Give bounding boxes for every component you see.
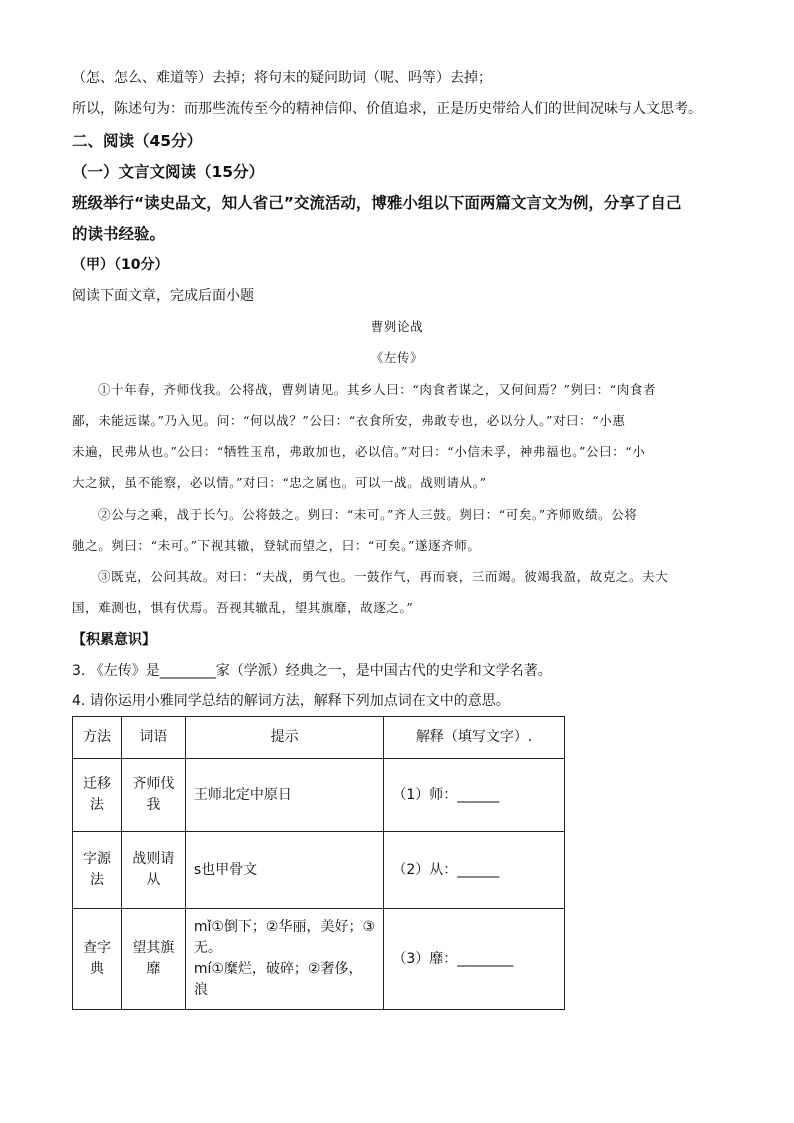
header-answer: 解释（填写文字）. bbox=[384, 717, 565, 759]
header-method: 方法 bbox=[73, 717, 122, 759]
article-line: 驰之。刿曰：“未可。”下视其辙，登轼而望之，曰：“可矣。”遂逐齐师。 bbox=[72, 538, 481, 553]
article-line: ①十年春，齐师伐我。公将战，曹刿请见。其乡人曰：“肉食者谋之，又何间焉？”刿曰：“肉食者 bbox=[98, 382, 657, 397]
word-cell: 齐师伐 我 bbox=[121, 759, 185, 832]
answer-blank[interactable]: （3）靡：________ bbox=[384, 909, 565, 1010]
article-source: 《左传》 bbox=[370, 350, 424, 365]
word-cell: 望其旗 靡 bbox=[121, 909, 185, 1010]
article-line: 未遍，民弗从也。”公曰：“牺牲玉帛，弗敢加也，必以信。”对曰：“小信未孚，神弗福也。”公曰：“小 bbox=[72, 444, 646, 459]
instruction-text: 阅读下面文章，完成后面小题 bbox=[72, 288, 254, 304]
header-word: 词语 bbox=[121, 717, 185, 759]
article-line: ③既克，公问其故。对曰：“夫战，勇气也。一鼓作气，再而衰，三而竭。彼竭我盈，故克之。夫大 bbox=[98, 569, 669, 584]
article-title: 曹刿论战 bbox=[370, 319, 424, 334]
question-3: 3. 《左传》是________家（学派）经典之一，是中国古代的史学和文学名著。 bbox=[72, 663, 552, 679]
question-heading: 【积累意识】 bbox=[72, 632, 156, 648]
part-heading: （甲）（10分） bbox=[72, 257, 169, 273]
word-cell: 战则请 从 bbox=[121, 832, 185, 909]
answer-blank[interactable]: （1）师：______ bbox=[384, 759, 565, 832]
method-cell: 字源 法 bbox=[73, 832, 122, 909]
intro-line: 班级举行“读史品文，知人省己”交流活动，博雅小组以下面两篇文言文为例，分享了自己 bbox=[72, 194, 682, 212]
hint-cell: mǐ①倒下；②华丽，美好；③ 无。 mí①糜烂，破碎；②奢侈，浪 bbox=[185, 909, 384, 1010]
article-line: ②公与之乘，战于长勺。公将鼓之。刿曰：“未可。”齐人三鼓。刿曰：“可矣。”齐师败绩。公将 bbox=[98, 507, 638, 522]
hint-cell: s也甲骨文 bbox=[185, 832, 384, 909]
subsection-heading: （一）文言文阅读（15分） bbox=[72, 163, 265, 181]
header-hint: 提示 bbox=[185, 717, 384, 759]
table-row bbox=[73, 759, 565, 832]
table-row bbox=[73, 909, 565, 1010]
article-line: 国，难测也，惧有伏焉。吾视其辙乱，望其旗靡，故逐之。” bbox=[72, 600, 414, 615]
method-cell: 迁移 法 bbox=[73, 759, 122, 832]
table-header-row bbox=[73, 717, 565, 759]
section-heading: 二、阅读（45分） bbox=[72, 132, 203, 150]
article-line: 大之狱，虽不能察，必以情。”对曰：“忠之属也。可以一战。战则请从。” bbox=[72, 475, 487, 490]
intro-line: 的读书经验。 bbox=[72, 225, 166, 243]
text-line: （怎、怎么、难道等）去掉；将句末的疑问助词（呢、吗等）去掉； bbox=[72, 70, 492, 86]
article-line: 鄙，未能远谋。”乃入见。问：“何以战？”公曰：“衣食所安，弗敢专也，必以分人。”对曰：“小惠 bbox=[72, 413, 626, 428]
text-line: 所以，陈述句为：而那些流传至今的精神信仰、价值追求，正是历史带给人们的世间况味与人文思考。 bbox=[72, 101, 702, 117]
table-row bbox=[73, 832, 565, 909]
word-explanation-table bbox=[72, 716, 565, 1010]
method-cell: 查字 典 bbox=[73, 909, 122, 1010]
answer-blank[interactable]: （2）从：______ bbox=[384, 832, 565, 909]
hint-cell: 王师北定中原日 bbox=[185, 759, 384, 832]
question-4: 4. 请你运用小雅同学总结的解词方法，解释下列加点词在文中的意思。 bbox=[72, 693, 510, 709]
